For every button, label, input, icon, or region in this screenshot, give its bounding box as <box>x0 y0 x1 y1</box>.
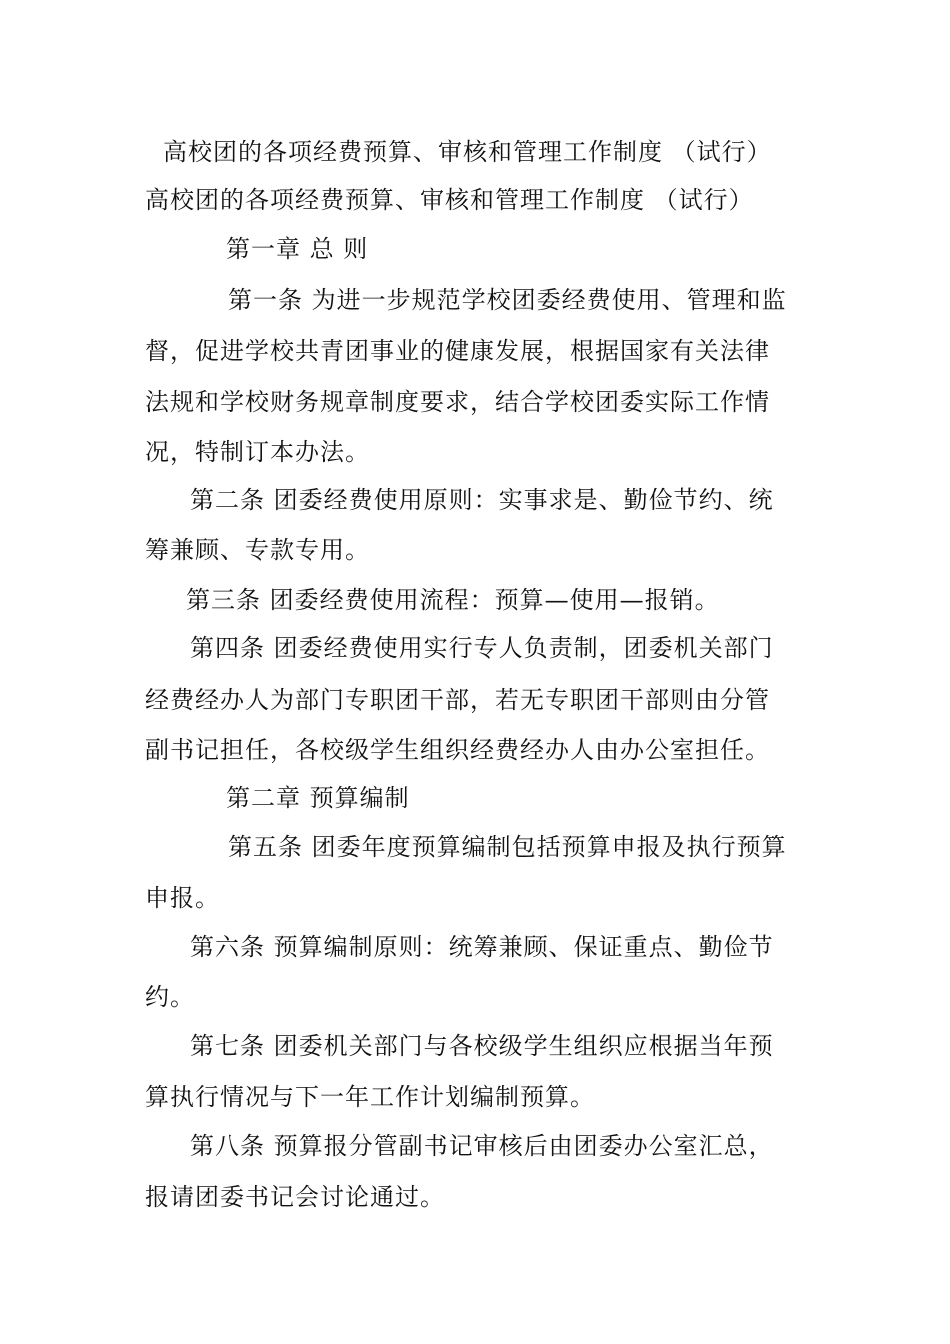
article-2-line-2: 筹兼顾、专款专用。 <box>145 536 370 564</box>
article-6-line-1: 第六条 预算编制原则：统筹兼顾、保证重点、勤俭节 <box>190 933 774 961</box>
article-1-line-3: 法规和学校财务规章制度要求，结合学校团委实际工作情 <box>145 388 770 416</box>
article-4-line-2: 经费经办人为部门专职团干部，若无专职团干部则由分管 <box>145 686 770 714</box>
article-2-line-1: 第二条 团委经费使用原则：实事求是、勤俭节约、统 <box>190 486 774 514</box>
article-8-line-1: 第八条 预算报分管副书记审核后由团委办公室汇总， <box>190 1132 774 1160</box>
article-5-line-1: 第五条 团委年度预算编制包括预算申报及执行预算 <box>228 833 787 861</box>
article-1-line-4: 况，特制订本办法。 <box>145 438 370 466</box>
article-4-line-1: 第四条 团委经费使用实行专人负责制，团委机关部门 <box>190 634 774 662</box>
chapter-1-heading: 第一章 总 则 <box>226 235 369 263</box>
article-7-line-2: 算执行情况与下一年工作计划编制预算。 <box>145 1083 595 1111</box>
article-1-line-1: 第一条 为进一步规范学校团委经费使用、管理和监 <box>228 286 787 314</box>
article-4-line-3: 副书记担任，各校级学生组织经费经办人由办公室担任。 <box>145 736 770 764</box>
document-title-line-1: 高校团的各项经费预算、审核和管理工作制度 （试行） <box>163 138 772 166</box>
article-7-line-1: 第七条 团委机关部门与各校级学生组织应根据当年预 <box>190 1032 774 1060</box>
article-5-line-2: 申报。 <box>145 884 220 912</box>
article-8-line-2: 报请团委书记会讨论通过。 <box>145 1183 445 1211</box>
document-title-line-2: 高校团的各项经费预算、审核和管理工作制度 （试行） <box>145 186 754 214</box>
article-6-line-2: 约。 <box>145 983 195 1011</box>
article-1-line-2: 督，促进学校共青团事业的健康发展，根据国家有关法律 <box>145 337 770 365</box>
chapter-2-heading: 第二章 预算编制 <box>226 784 410 812</box>
article-3-line-1: 第三条 团委经费使用流程：预算—使用—报销。 <box>186 586 720 614</box>
